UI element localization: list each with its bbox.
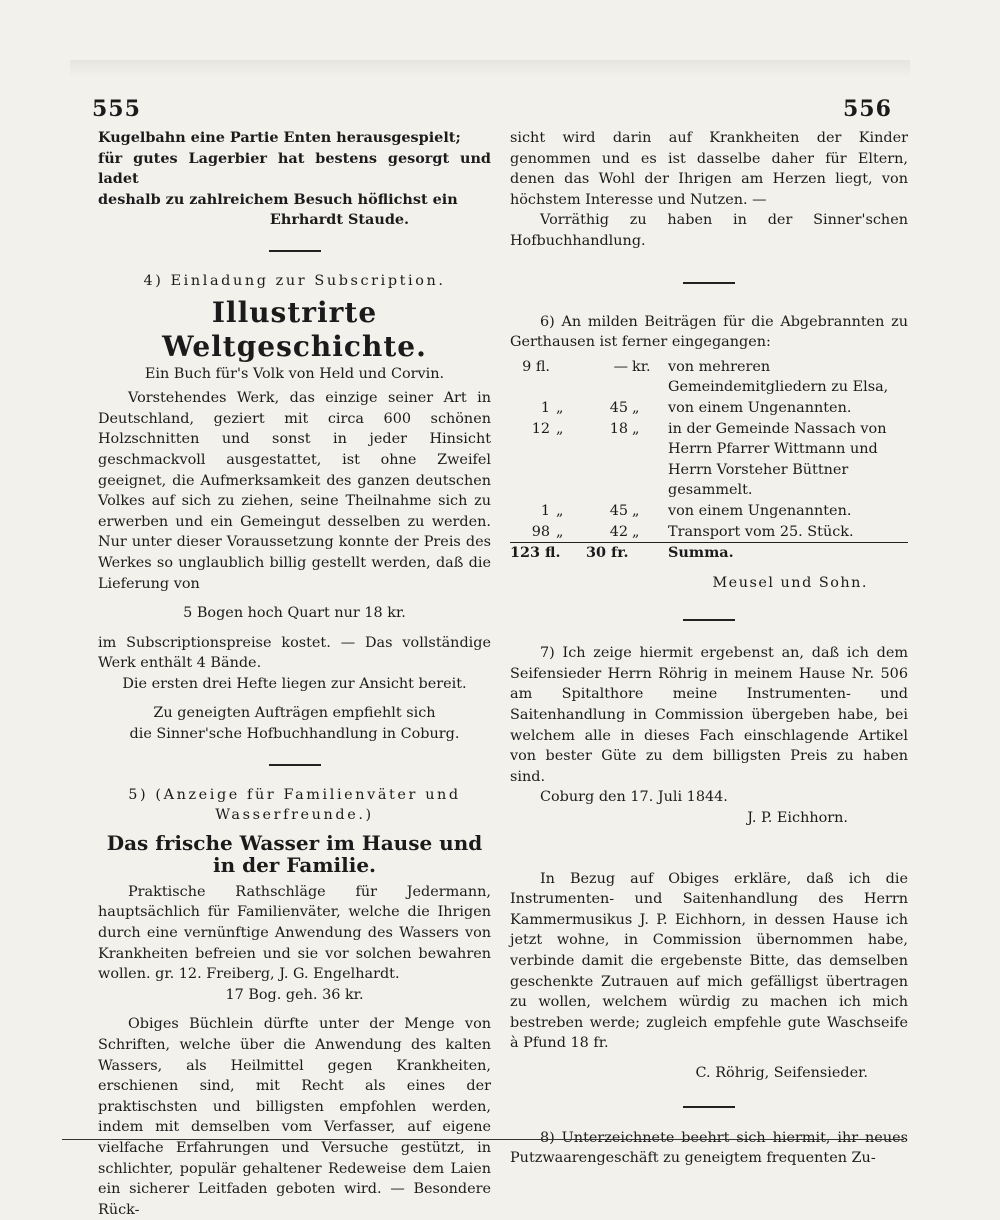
- section-7-date: Coburg den 17. Juli 1844.: [540, 789, 728, 806]
- section-4-hefte: Die ersten drei Hefte liegen zur Ansicht bereit.: [122, 675, 467, 692]
- donation-kr: 18: [609, 420, 628, 437]
- sum-fl: 123 fl.: [510, 543, 586, 564]
- continued-text-line: Kugelbahn eine Partie Enten herausgespielt;: [98, 129, 461, 146]
- donation-fl: 9 fl.: [522, 358, 550, 375]
- donation-kr: 45: [609, 502, 628, 519]
- section-5-body-1: Praktische Rathschläge für Jedermann, hauptsächlich für Familienväter, welche die Ihrigen durch eine vernünftige Anwendung des Wassers von Krankheiten befreien und sie vor solchen bewahren wollen. gr. 12. Freiberg, J. G. Engelhardt.: [98, 883, 491, 983]
- donation-fl-sep: „: [556, 420, 564, 437]
- page-number-right: 556: [843, 96, 892, 122]
- section-5-meta: 17 Bog. geh. 36 kr.: [225, 986, 364, 1003]
- donation-fl-sep: „: [556, 523, 564, 540]
- vorraetig-note: Vorräthig zu haben in der Sinner'schen Hofbuchhandlung.: [510, 212, 908, 249]
- donation-kr: 45: [609, 399, 628, 416]
- donation-fl: 1: [540, 399, 550, 416]
- section-7-signature: J. P. Eichhorn.: [747, 810, 848, 827]
- donation-kr-unit: kr.: [632, 358, 651, 375]
- continued-text: sicht wird darin auf Krankheiten der Kinder genommen und es ist dasselbe daher für Eltern, denen das Wohl der Ihrigen am Herzen liegt, von höchstem Interesse und Nutzen. —: [510, 130, 908, 208]
- section-5-title-line-1: Das frische Wasser im Hause und: [106, 830, 483, 855]
- section-divider: [683, 619, 735, 621]
- page-bottom-rule: [62, 1139, 904, 1140]
- donation-kr-unit: „: [632, 399, 640, 416]
- section-5-body-2: Obiges Büchlein dürfte unter der Menge von Schriften, welche über die Anwendung des kalten Wassers, als Heilmittel gegen Krankheiten, erschienen sind, mit Recht als eines der praktischsten und billigsten empfohlen werden, indem mit demselben vom Verfasser, auf eigene vielfache Erfahrungen und Versuche gestützt, in schlichter, populär gehaltener Redeweise dem Laien ein sicherer Leitfaden geboten wird. — Besondere Rück-: [98, 1016, 491, 1218]
- sum-label: Summa.: [668, 543, 908, 564]
- section-4-price: 5 Bogen hoch Quart nur 18 kr.: [183, 605, 406, 622]
- section-5-header: 5) (Anzeige für Familienväter und Wasserfreunde.): [128, 786, 461, 824]
- section-6-signature: Meusel und Sohn.: [712, 574, 868, 591]
- donation-kr: 42: [609, 523, 628, 540]
- donation-fl-sep: „: [556, 502, 564, 519]
- section-divider: [683, 1106, 735, 1108]
- donation-kr: —: [613, 358, 628, 375]
- continued-text-line: für gutes Lagerbier hat bestens gesorgt und ladet: [98, 149, 491, 188]
- donation-row: [510, 522, 908, 543]
- donation-desc: von einem Ungenannten.: [668, 502, 852, 519]
- signature-staude: Ehrhardt Staude.: [269, 211, 410, 229]
- donation-row: [510, 419, 908, 501]
- donation-desc: von mehreren Gemeindemitgliedern zu Elsa,: [668, 358, 889, 396]
- donation-desc: Transport vom 25. Stück.: [668, 523, 854, 540]
- donation-fl-sep: „: [556, 399, 564, 416]
- section-4-price-cont: im Subscriptionspreise kostet. — Das vollständige Werk enthält 4 Bände.: [98, 634, 491, 672]
- donation-fl: 98: [531, 523, 550, 540]
- donation-desc: von einem Ungenannten.: [668, 399, 852, 416]
- donation-kr-unit: „: [632, 420, 640, 437]
- continued-text-line: deshalb zu zahlreichem Besuch höflichst ein: [98, 190, 458, 208]
- section-divider: [269, 250, 321, 252]
- section-5-title-line-2: in der Familie.: [212, 852, 377, 877]
- section-4-header: 4) Einladung zur Subscription.: [143, 272, 446, 289]
- left-column: [98, 128, 491, 1220]
- donation-fl-sep: [556, 357, 586, 398]
- donation-row: [510, 357, 908, 398]
- donation-sum-row: [510, 543, 908, 564]
- spacer: [510, 829, 908, 869]
- donation-desc: in der Gemeinde Nassach von Herrn Pfarrer Wittmann und Herrn Vorsteher Büttner gesammelt.: [668, 420, 887, 499]
- section-4-auftrag: Zu geneigten Aufträgen empfiehlt sich: [153, 705, 436, 722]
- donation-fl: 12: [531, 420, 550, 437]
- section-divider: [269, 764, 321, 766]
- section-7b-signature: C. Röhrig, Seifensieder.: [695, 1064, 868, 1081]
- section-4-title: Illustrirte Weltgeschichte.: [162, 295, 427, 363]
- donation-fl: 1: [540, 502, 550, 519]
- section-4-auftrag-2: die Sinner'sche Hofbuchhandlung in Coburg.: [129, 726, 460, 743]
- scan-shadow: [70, 60, 910, 78]
- donation-row: [510, 501, 908, 522]
- section-4-subtitle: Ein Buch für's Volk von Held und Corvin.: [144, 365, 445, 382]
- donation-row: [510, 398, 908, 419]
- section-8-body: 8) Unterzeichnete beehrt sich hiermit, ihr neues Putzwaarengeschäft zu geneigtem frequenten Zu-: [510, 1129, 908, 1167]
- sum-kr: 30 fr.: [586, 543, 668, 564]
- donation-kr-unit: „: [632, 523, 640, 540]
- section-7b-body: In Bezug auf Obiges erkläre, daß ich die Instrumenten- und Saitenhandlung des Herrn Kammermusikus J. P. Eichhorn, in dessen Hause ich jetzt wohne, in Commission übernommen habe, verbinde damit die ergebenste Bitte, das demselben geschenkte Zutrauen auf mich gefälligst übertragen zu wollen, welchem würdig zu machen ich mich bestreben werde; zugleich empfehle gute Waschseife à Pfund 18 fr.: [510, 870, 908, 1052]
- section-6-intro: 6) An milden Beiträgen für die Abgebrannten zu Gerthausen ist ferner eingegangen:: [510, 313, 908, 351]
- donation-kr-unit: „: [632, 502, 640, 519]
- section-divider: [683, 282, 735, 284]
- section-7-body: 7) Ich zeige hiermit ergebenst an, daß ich dem Seifensieder Herrn Röhrig in meinem Hause Nr. 506 am Spitalthore meine Instrumenten- und Saitenhandlung in Commission übergeben habe, bei welchem alle in dieses Fach einschlagende Artikel von bester Güte zu dem billigsten Preis zu haben sind.: [510, 645, 908, 785]
- page-number-left: 555: [92, 96, 141, 122]
- right-column: [510, 128, 908, 1169]
- section-4-body: Vorstehendes Werk, das einzige seiner Art in Deutschland, geziert mit circa 600 schönen Holzschnitten und sonst in jeder Hinsicht geschmackvoll ausgestattet, ist ohne Zweifel geeignet, die Aufmerksamkeit des ganzen deutschen Volkes auf sich zu ziehen, seine Theilnahme sich zu erwerben und ein Gemeingut desselben zu werden. Nur unter dieser Voraussetzung konnte der Preis des Werkes so unglaublich billig gestellt werden, daß die Lieferung von: [98, 390, 491, 592]
- donation-table: [510, 357, 908, 564]
- section-5-title: [98, 832, 491, 876]
